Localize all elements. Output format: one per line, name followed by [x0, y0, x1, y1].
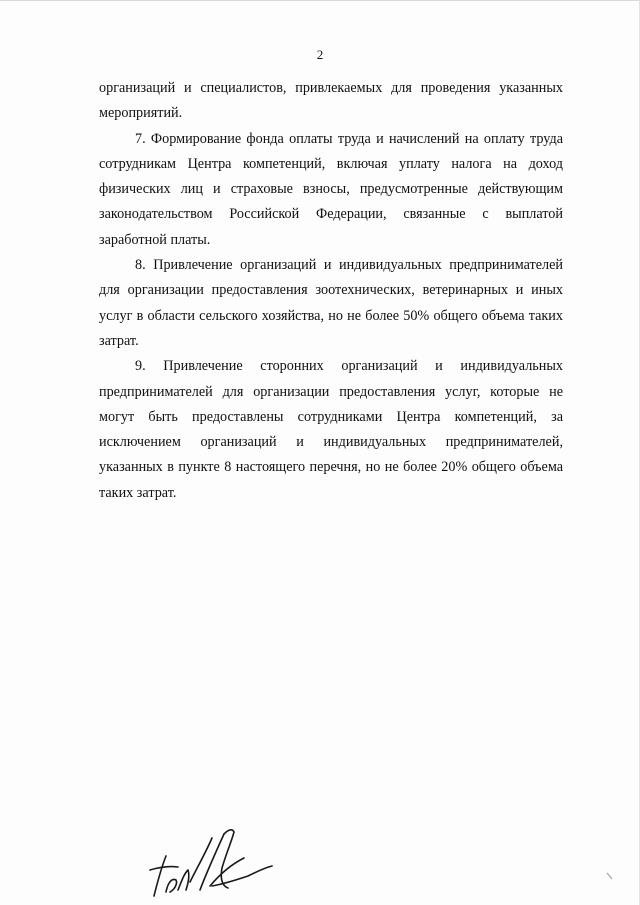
margin-mark-icon	[604, 870, 616, 882]
page-number: 2	[316, 47, 324, 62]
signature-icon	[140, 820, 280, 902]
paragraph-item-9: 9. Привлечение сторонних организаций и индивидуальных предпринимателей для организации предоставления услуг, которые не могут быть предоставлены сотрудниками Центра компетенций, за исключением организаций и индивидуальных предпринимателей, указанных в пункте 8 настоящего перечня, но не более 20% общего объема таких затрат.	[99, 358, 563, 501]
paragraph-item-7: 7. Формирование фонда оплаты труда и начислений на оплату труда сотрудникам Центра компетенций, включая уплату налога на доход физических лиц и страховые взносы, предусмотренные действующим законодательством Российской Федерации, связанные с выплатой заработной платы.	[99, 130, 563, 248]
paragraph-item-8: 8. Привлечение организаций и индивидуальных предпринимателей для организации предоставления зоотехнических, ветеринарных и иных услуг в области сельского хозяйства, но не более 50% общего объема таких затрат.	[99, 257, 563, 349]
document-body	[99, 76, 563, 506]
page-top-edge	[0, 0, 640, 1]
paragraph-continuation: организаций и специалистов, привлекаемых для проведения указанных мероприятий.	[99, 80, 563, 122]
